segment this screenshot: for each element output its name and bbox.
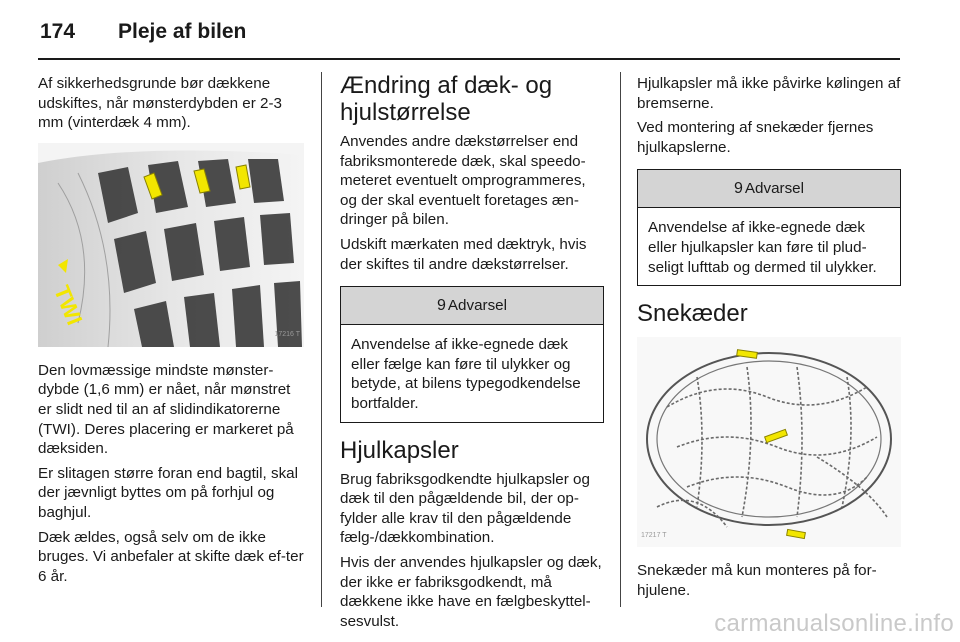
watermark: carmanualsonline.info	[714, 610, 954, 637]
column-divider-1	[321, 72, 322, 607]
hubcap-unapproved-text: Hvis der anvendes hjulkapsler og dæk, der ikke er fabriksgodkendt, må dækkene ikke have en fælgbeskyttel-sesvulst.	[340, 553, 602, 630]
figure-code: 17216 T	[274, 331, 300, 339]
tread-wear-figure	[38, 143, 304, 347]
warning-box	[637, 169, 901, 286]
warning-header	[638, 170, 900, 208]
warning-icon: 9	[734, 180, 743, 198]
section-heading-tire-size: Ændring af dæk- og hjulstørrelse	[340, 72, 553, 126]
column-2	[340, 72, 604, 636]
page-title: Pleje af bilen	[118, 20, 247, 43]
warning-title: Advarsel	[744, 180, 804, 198]
minimum-depth-text: Den lovmæssige mindste mønster-dybde (1,6 mm) er nået, når mønstret er slidt ned til an af slidindikatorerne (TWI). Deres placering er markeret på dæksiden.	[38, 361, 294, 458]
header-divider	[38, 58, 900, 60]
hubcap-approval-text: Brug fabriksgodkendte hjulkapsler og dæk til den pågældende bil, der op-fylder alle krav til den pågældende fælg-/dækkombination.	[340, 470, 590, 547]
column-divider-2	[620, 72, 621, 607]
warning-header	[341, 287, 603, 325]
snow-chain-illustration	[637, 337, 901, 547]
figure-code: 17217 T	[641, 531, 667, 539]
column-1	[38, 74, 304, 591]
warning-text: Anvendelse af ikke-egnede dæk eller hjulkapsler kan føre til plud-seligt lufttab og dermed til ulykker.	[648, 219, 877, 276]
pressure-label-text: Udskift mærkaten med dæktryk, hvis der skiftes til andre dækstørrelser.	[340, 235, 587, 273]
snow-chain-hubcap-text: Ved montering af snekæder fjernes hjulkapslerne.	[637, 119, 874, 156]
section-heading-hubcaps: Hjulkapsler	[340, 436, 459, 464]
wear-rotation-text: Er slitagen større foran end bagtil, skal der jævnligt byttes om på forhjul og baghjul.	[38, 464, 298, 521]
warning-text: Anvendelse af ikke-egnede dæk eller fælge kan føre til ulykker og betyde, at bilens typegodkendelse bortfalder.	[351, 336, 581, 412]
section-heading-snow-chains: Snekæder	[637, 300, 748, 328]
warning-box	[340, 286, 604, 422]
tire-size-text: Anvendes andre dækstørrelser end fabriksmonterede dæk, skal speedo-meteret eventuelt omprogrammeres, og der skal eventuelt foretages æn-dringer på bilen.	[340, 133, 586, 229]
tire-age-text: Dæk ældes, også selv om de ikke bruges. Vi anbefaler at skifte dæk ef-ter 6 år.	[38, 528, 304, 585]
page-header	[38, 18, 900, 62]
hubcap-cooling-text: Hjulkapsler må ikke påvirke kølingen af bremserne.	[637, 75, 901, 112]
snow-chain-front-text: Snekæder må kun monteres på for-hjulene.	[637, 562, 877, 599]
tire-tread-illustration	[38, 143, 304, 347]
tread-depth-intro: Af sikkerhedsgrunde bør dækkene udskiftes, når mønsterdybden er 2-3 mm (vinterdæk 4 mm).	[38, 75, 282, 132]
column-3	[637, 74, 901, 605]
warning-title: Advarsel	[447, 296, 507, 314]
warning-icon: 9	[437, 296, 446, 314]
twi-label: TWI	[49, 281, 88, 329]
page-number: 174	[40, 20, 76, 43]
snow-chain-figure	[637, 337, 901, 547]
